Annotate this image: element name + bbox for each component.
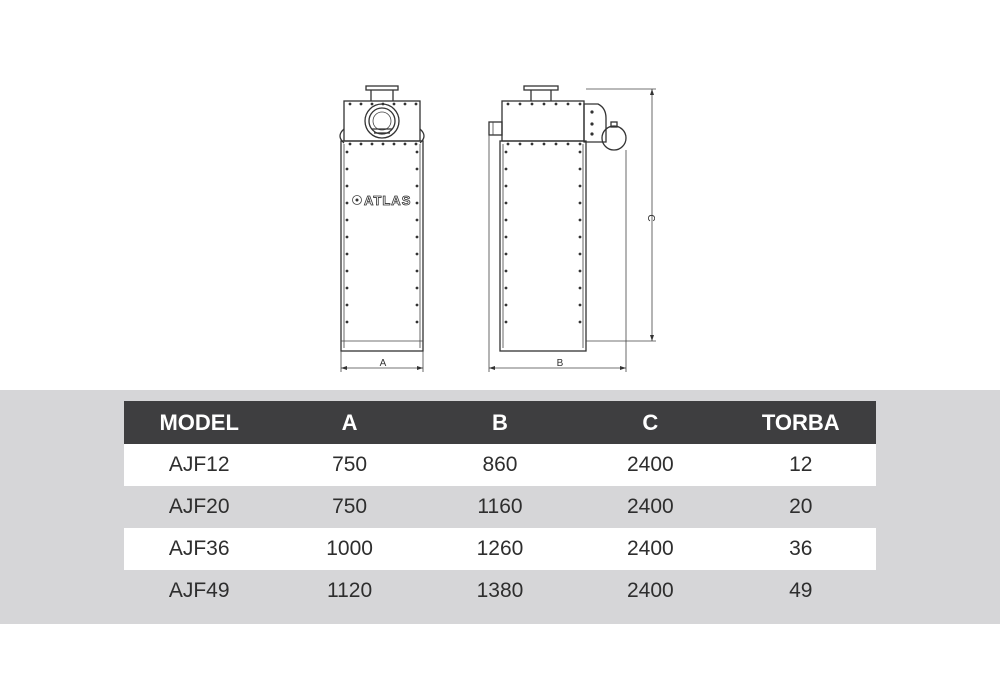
- bolt-dot: [346, 168, 349, 171]
- bolt-dot: [382, 103, 385, 106]
- bolt-dot: [416, 287, 419, 290]
- bolt-dot: [579, 185, 582, 188]
- bolt-dot: [416, 202, 419, 205]
- side-view: [489, 86, 656, 372]
- cell-model: AJF20: [124, 486, 274, 528]
- table-header-row: [124, 401, 876, 444]
- bolt-dot: [579, 219, 582, 222]
- dimension-b: [489, 135, 626, 372]
- cell-a: 750: [274, 444, 424, 486]
- bolt-dot: [346, 151, 349, 154]
- bolt-dot: [360, 143, 363, 146]
- bolt-dot: [579, 321, 582, 324]
- cell-b: 1160: [425, 486, 575, 528]
- dimension-c: [586, 89, 656, 341]
- bolt-dot: [393, 143, 396, 146]
- bolt-dot: [346, 202, 349, 205]
- bolt-dot: [416, 151, 419, 154]
- bolt-dot: [505, 270, 508, 273]
- bolt-dot: [543, 143, 546, 146]
- bolt-dot: [416, 219, 419, 222]
- bolt-dot: [360, 103, 363, 106]
- cell-b: 1380: [425, 570, 575, 612]
- bolt-dot: [505, 202, 508, 205]
- bolt-dot: [346, 270, 349, 273]
- bolt-dot: [346, 321, 349, 324]
- bolt-dot: [579, 103, 582, 106]
- cell-c: 2400: [575, 486, 725, 528]
- bolt-dot: [507, 103, 510, 106]
- cell-a: 750: [274, 486, 424, 528]
- bolt-dot: [416, 236, 419, 239]
- bolt-dot: [507, 143, 510, 146]
- cell-torba: 12: [726, 444, 876, 486]
- bolt-dot: [579, 168, 582, 171]
- bolt-dot: [415, 103, 418, 106]
- col-header-model: MODEL: [124, 401, 274, 444]
- bolt-dot: [415, 143, 418, 146]
- bolt-dot: [555, 103, 558, 106]
- bolt-dot: [505, 219, 508, 222]
- dimension-b-label: B: [556, 358, 564, 369]
- bolt-dot: [505, 253, 508, 256]
- bolt-dot: [531, 103, 534, 106]
- bolt-dot: [346, 287, 349, 290]
- bolt-dot: [404, 103, 407, 106]
- bolt-dot: [579, 304, 582, 307]
- bolt-dot: [505, 321, 508, 324]
- bolt-dot: [371, 103, 374, 106]
- bolt-dot: [346, 219, 349, 222]
- svg-text:ATLAS: ATLAS: [364, 193, 412, 208]
- bolt-dot: [579, 236, 582, 239]
- bolt-dot: [543, 103, 546, 106]
- cell-model: AJF36: [124, 528, 274, 570]
- inlet-port-icon: [365, 104, 399, 138]
- bolt-dot: [505, 185, 508, 188]
- bolt-dot: [579, 143, 582, 146]
- cell-torba: 20: [726, 486, 876, 528]
- cell-c: 2400: [575, 528, 725, 570]
- bolt-dot: [349, 103, 352, 106]
- cell-torba: 36: [726, 528, 876, 570]
- cell-model: AJF49: [124, 570, 274, 612]
- bolt-dot: [416, 321, 419, 324]
- bolt-dot: [505, 168, 508, 171]
- bolt-dot: [519, 143, 522, 146]
- bolt-dot: [567, 103, 570, 106]
- bolt-dot: [346, 236, 349, 239]
- bolt-dot: [579, 202, 582, 205]
- col-header-a: A: [274, 401, 424, 444]
- bolt-dot: [505, 304, 508, 307]
- front-view: [340, 86, 424, 372]
- bolt-dot: [404, 143, 407, 146]
- bolt-dot: [579, 287, 582, 290]
- table-row: [124, 528, 876, 570]
- cell-b: 1260: [425, 528, 575, 570]
- col-header-b: B: [425, 401, 575, 444]
- dimension-a: [341, 351, 423, 372]
- table-row: [124, 444, 876, 486]
- bolt-dot: [579, 151, 582, 154]
- bolt-dot: [346, 253, 349, 256]
- col-header-c: C: [575, 401, 725, 444]
- bolt-dot: [505, 236, 508, 239]
- fan-motor-icon: [584, 104, 626, 150]
- dimension-c-label: C: [645, 214, 656, 222]
- bolt-dot: [567, 143, 570, 146]
- spec-table: [124, 401, 876, 612]
- bolt-dot: [416, 270, 419, 273]
- bolt-dot: [531, 143, 534, 146]
- bolt-dot: [555, 143, 558, 146]
- bolt-dot: [371, 143, 374, 146]
- side-bolt-row: [505, 103, 582, 324]
- dimension-a-label: A: [379, 358, 387, 369]
- bolt-dot: [382, 143, 385, 146]
- bolt-dot: [505, 287, 508, 290]
- bolt-dot: [579, 253, 582, 256]
- cell-c: 2400: [575, 570, 725, 612]
- bolt-dot: [416, 185, 419, 188]
- bolt-dot: [416, 253, 419, 256]
- bolt-dot: [393, 103, 396, 106]
- table-row: [124, 486, 876, 528]
- cell-c: 2400: [575, 444, 725, 486]
- cell-model: AJF12: [124, 444, 274, 486]
- bolt-dot: [346, 304, 349, 307]
- bolt-dot: [505, 151, 508, 154]
- bolt-dot: [349, 143, 352, 146]
- cell-torba: 49: [726, 570, 876, 612]
- table-row: [124, 570, 876, 612]
- bolt-dot: [519, 103, 522, 106]
- front-bolt-row: [346, 103, 419, 324]
- cell-b: 860: [425, 444, 575, 486]
- atlas-logo-icon: [353, 193, 412, 208]
- col-header-torba: TORBA: [726, 401, 876, 444]
- bolt-dot: [416, 304, 419, 307]
- cell-a: 1120: [274, 570, 424, 612]
- bolt-dot: [579, 270, 582, 273]
- cell-a: 1000: [274, 528, 424, 570]
- bolt-dot: [346, 185, 349, 188]
- bolt-dot: [416, 168, 419, 171]
